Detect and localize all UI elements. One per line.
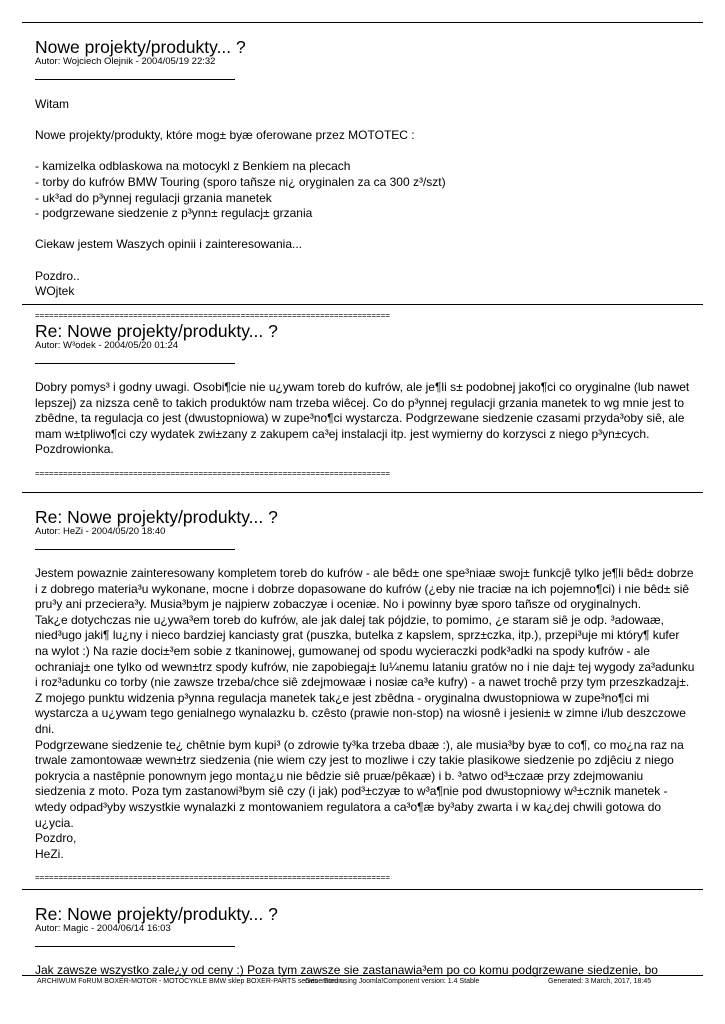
post-4 bbox=[35, 905, 695, 979]
post-separator: ============================================================================ bbox=[35, 873, 391, 883]
post-line: Dobry pomys³ i godny uwagi. Osobi¶cie nie u¿ywam toreb do kufrów, ale je¶li s± podobnej jako¶ci co oryginalne (lub nawet lepszej) za nizsza cenê to takich produktów nam trzeba wiêcej. Co do p³ynnej regulacji grzania manetek to wg mnie jest to zbêdne, ta regulacja co jest (dwustopniowa) w zupe³no¶ci wystarcza. Podgrzewane siedzenie czasami przyda³oby siê, ale mam w±tpliwo¶ci czy wydatek zwi±zany z zakupem ca³ej instalacji itp. jest wymierny do korzysci z niego p³yn±cych. bbox=[35, 380, 690, 441]
post-meta: Autor: Wojciech Olejnik - 2004/05/19 22:32 bbox=[35, 56, 216, 67]
post-line: Nowe projekty/produkty, które mog± byæ oferowane przez MOTOTEC : bbox=[35, 128, 415, 143]
post-line: Tak¿e dotychczas nie u¿ywa³em toreb do kufrów, ale jak dalej tak pójdzie, to pomimo, ¿e staram siê je odp. ³adowaæ, nied³ugo jaki¶ lu¿ny i nieco bardziej kanciasty grat (puszka, butelka z kapslem, sprz±czka, itp.), przepi³uje mi który¶ kufer na wylot :) Na razie doci±³em sobie z tkaninowej, gumowanej od spodu wycieraczki podk³adki na spody kufrów - ale ochraniaj± one tylko od wewn±trz spody kufrów, nie zapobiegaj± lu¼nemu lataniu gratów no i nie daj± tej wygody za³adunku i roz³adunku co torby (nie zawsze trzeba/chce siê zdejmowaæ i nosiæ ca³e kufry) - a nawet trochê przy tym przeszkadzaj±. bbox=[35, 612, 695, 690]
post-line: Jestem powaznie zainteresowany kompletem toreb do kufrów - ale bêd± one spe³niaæ swoj± funkcjê tylko je¶li bêd± dobrze i z dobrego materia³u wykonane, mocne i dobrze dopasowane do kufrów (¿eby nie traciæ na ich pojemno¶ci) i nie bêd± siê pru³y ani przeciera³y. Musia³bym je najpierw zobaczyæ i oceniæ. No i powinny byæ sporo tañsze od oryginalnych. bbox=[35, 566, 694, 612]
post-separator: ============================================================================ bbox=[35, 310, 391, 320]
post-line: Pozdro, bbox=[35, 831, 77, 846]
post-line: Podgrzewane siedzenie te¿ chêtnie bym kupi³ (o zdrowie ty³ka trzeba dbaæ :), ale musia³by byæ to co¶, co mo¿na raz na trwale zamontowaæ wewn±trz siedzenia (nie wiem czy jest to mozliwe i czy takie plasikowe siedzenie po zdjêciu z niego pokrycia a nastêpnie ponownym jego monta¿u nie bêdzie siê pruæ/pêkaæ) i b. ³atwo od³±czaæ przy zdejmowaniu siedzenia z moto. Poza tym zastanowi³bym siê czy (i jak) pod³±czyæ to w³a¶nie pod dwustopniowy w³±cznik manetek - wtedy odpad³yby wszystkie wynalazki z montowaniem regulatora a ca³o¶æ by³aby zwarta i w ka¿dej chwili gotowa do u¿ycia. bbox=[35, 737, 684, 830]
title-rule bbox=[35, 79, 235, 80]
footer-rule bbox=[22, 975, 703, 976]
post-separator: ============================================================================ bbox=[35, 468, 391, 478]
post-body bbox=[35, 380, 695, 458]
post-line: Z mojego punktu widzenia p³ynna regulacja manetek tak¿e jest zbêdna - oryginalna dwustopniowa w zupe³no¶ci mi wystarcza a u¿ywam tego genialnego wynalazku b. czêsto (prawie non-stop) na wiosnê i jesieni± w zimne i/lub deszczowe dni. bbox=[35, 690, 686, 736]
post-title: Re: Nowe projekty/produkty... ? bbox=[35, 507, 278, 527]
post-title: Re: Nowe projekty/produkty... ? bbox=[35, 321, 278, 341]
post-line: Jak zawsze wszystko zale¿y od ceny :) Poza tym zawsze sie zastanawia³em po co komu podgrzewane siedzenie, bo bbox=[35, 963, 658, 977]
post-line: Witam bbox=[35, 97, 69, 111]
post-title: Re: Nowe projekty/produkty... ? bbox=[35, 904, 278, 924]
title-rule bbox=[35, 363, 235, 364]
post-body bbox=[35, 566, 695, 862]
post-2 bbox=[35, 322, 695, 480]
post-body bbox=[35, 97, 695, 300]
post-meta: Autor: W³odek - 2004/05/20 01:24 bbox=[35, 340, 179, 351]
post-meta: Autor: Magic - 2004/06/14 16:03 bbox=[35, 923, 171, 934]
post-line: - uk³ad do p³ynnej regulacji grzania manetek bbox=[35, 190, 272, 205]
top-rule bbox=[22, 22, 703, 23]
title-rule bbox=[35, 549, 235, 550]
title-rule bbox=[35, 946, 235, 947]
divider bbox=[22, 889, 703, 890]
post-line: Ciekaw jestem Waszych opinii i zainteresowania... bbox=[35, 237, 302, 252]
footer-right: Generated: 3 March, 2017, 18:45 bbox=[548, 978, 652, 985]
post-line: Pozdro.. bbox=[35, 268, 80, 283]
post-3 bbox=[35, 508, 695, 884]
footer-left: ARCHIWUM FoRUM BOXER-MOTOR - MOTOCYKLE BMW sklep BOXER-PARTS serwis - Forum bbox=[37, 978, 345, 985]
post-line: WOjtek bbox=[35, 284, 75, 299]
post-meta: Autor: HeZi - 2004/05/20 18:40 bbox=[35, 526, 166, 537]
post-title: Nowe projekty/produkty... ? bbox=[35, 37, 246, 57]
divider bbox=[22, 492, 703, 493]
footer-center: Generated using Joomla!Component version: 1.4 Stable bbox=[305, 978, 480, 985]
post-line: HeZi. bbox=[35, 846, 64, 861]
post-line: Pozdrowionka. bbox=[35, 442, 114, 457]
post-line: - torby do kufrów BMW Touring (sporo tañsze ni¿ oryginalen za ca 300 z³/szt) bbox=[35, 174, 446, 189]
divider bbox=[22, 304, 703, 305]
post-line: - podgrzewane siedzenie z p³ynn± regulacj± grzania bbox=[35, 206, 313, 221]
post-line: - kamizelka odblaskowa na motocykl z Benkiem na plecach bbox=[35, 159, 351, 174]
post-1 bbox=[35, 38, 695, 322]
